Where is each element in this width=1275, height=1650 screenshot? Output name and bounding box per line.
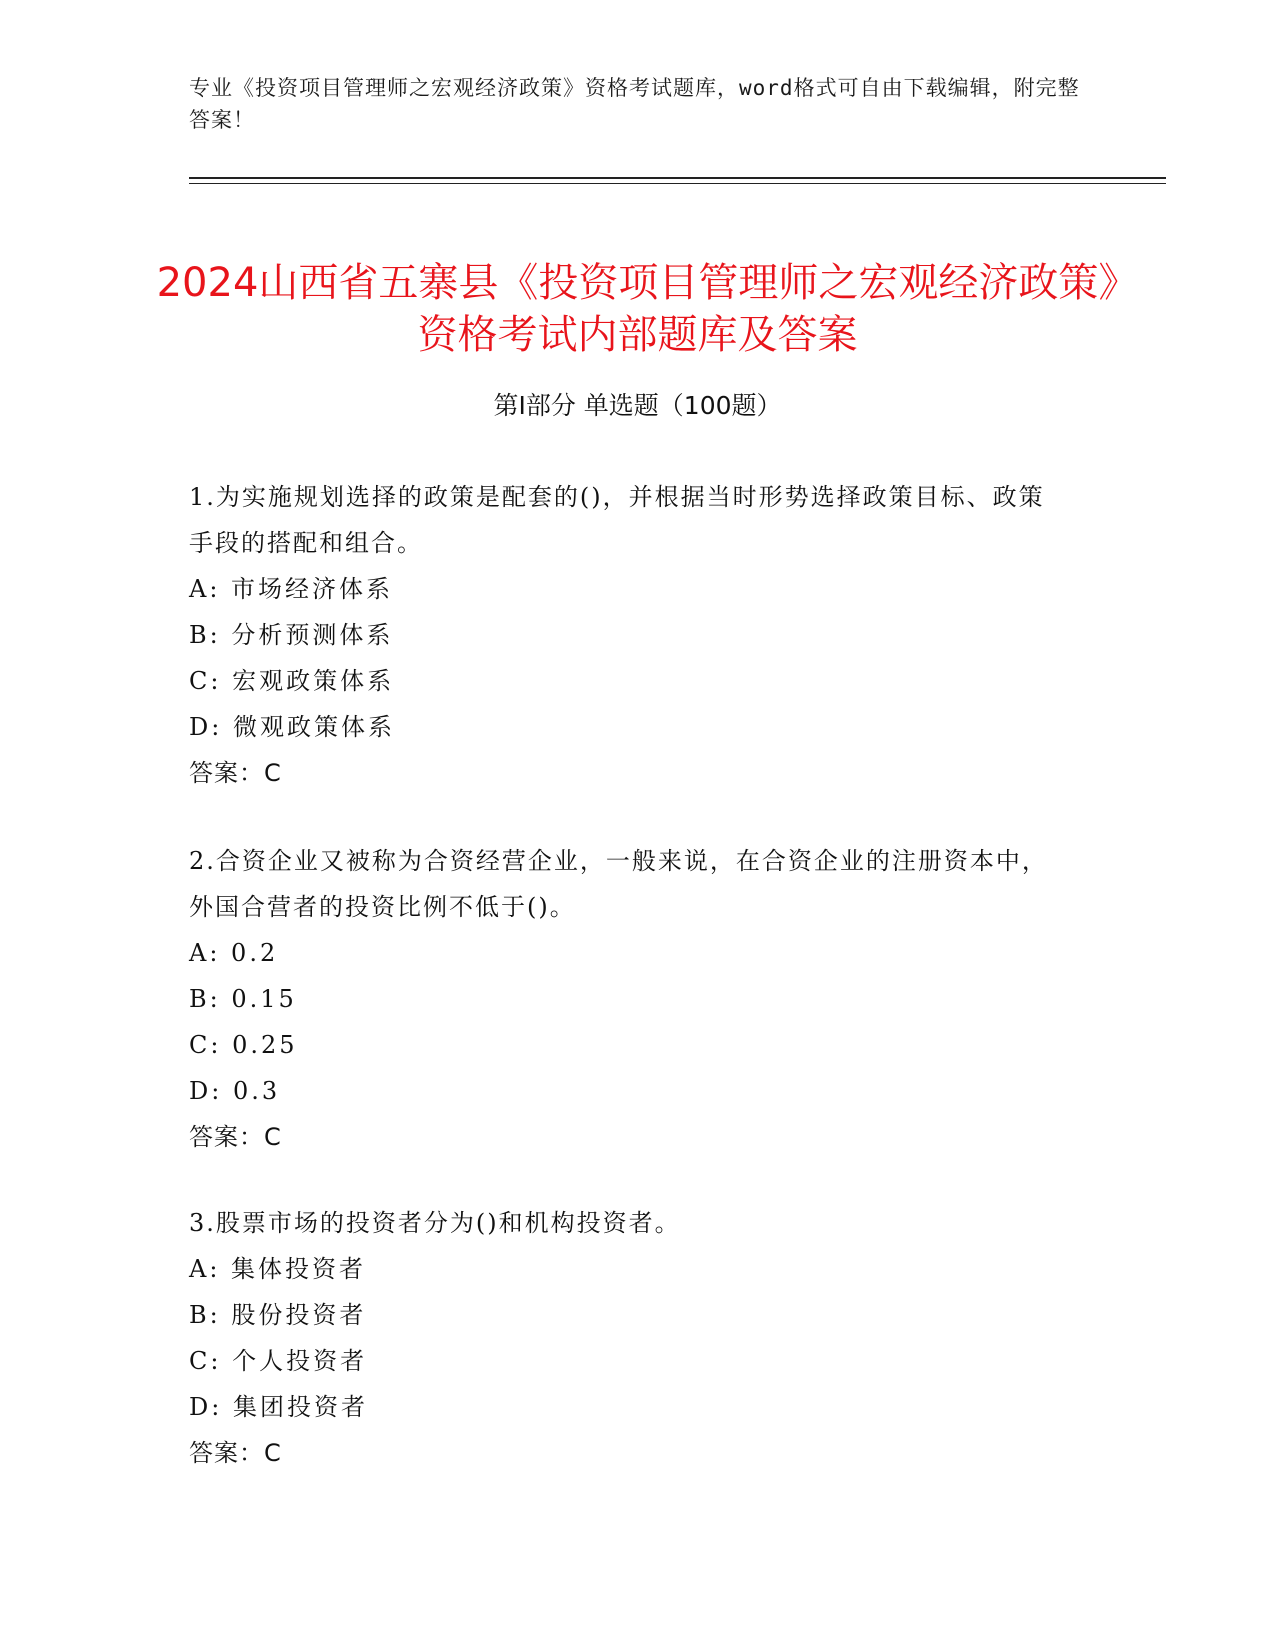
option-a: A: 市场经济体系 bbox=[189, 575, 394, 603]
question-3 bbox=[189, 1200, 1069, 1476]
answer: 答案：C bbox=[189, 1123, 282, 1151]
answer: 答案：C bbox=[189, 1439, 282, 1467]
option-a: A: 集体投资者 bbox=[189, 1255, 367, 1283]
option-a: A: 0.2 bbox=[189, 939, 279, 967]
question-stem: 1.为实施规划选择的政策是配套的()，并根据当时形势选择政策目标、政策手段的搭配和组合。 bbox=[189, 483, 1045, 557]
option-c: C: 0.25 bbox=[189, 1031, 298, 1059]
option-c: C: 宏观政策体系 bbox=[189, 667, 395, 695]
option-b: B: 分析预测体系 bbox=[189, 621, 394, 649]
question-stem: 3.股票市场的投资者分为()和机构投资者。 bbox=[189, 1209, 681, 1237]
answer: 答案：C bbox=[189, 759, 282, 787]
question-2 bbox=[189, 838, 1069, 1160]
option-d: D: 集团投资者 bbox=[189, 1393, 368, 1421]
header-divider-thick bbox=[189, 177, 1166, 179]
document-title: 2024山西省五寨县《投资项目管理师之宏观经济政策》资格考试内部题库及答案 bbox=[156, 259, 1119, 358]
header-note: 专业《投资项目管理师之宏观经济政策》资格考试题库，word格式可自由下载编辑，附完整答案！ bbox=[189, 76, 1080, 132]
option-b: B: 股份投资者 bbox=[189, 1301, 367, 1329]
section-title: 第Ⅰ部分 单选题（100题） bbox=[493, 391, 782, 420]
header-divider-thin bbox=[189, 183, 1166, 184]
question-1 bbox=[189, 474, 1069, 796]
option-d: D: 0.3 bbox=[189, 1077, 281, 1105]
question-stem: 2.合资企业又被称为合资经营企业，一般来说，在合资企业的注册资本中，外国合营者的投资比例不低于()。 bbox=[189, 847, 1048, 921]
option-b: B: 0.15 bbox=[189, 985, 297, 1013]
option-d: D: 微观政策体系 bbox=[189, 713, 395, 741]
option-c: C: 个人投资者 bbox=[189, 1347, 368, 1375]
